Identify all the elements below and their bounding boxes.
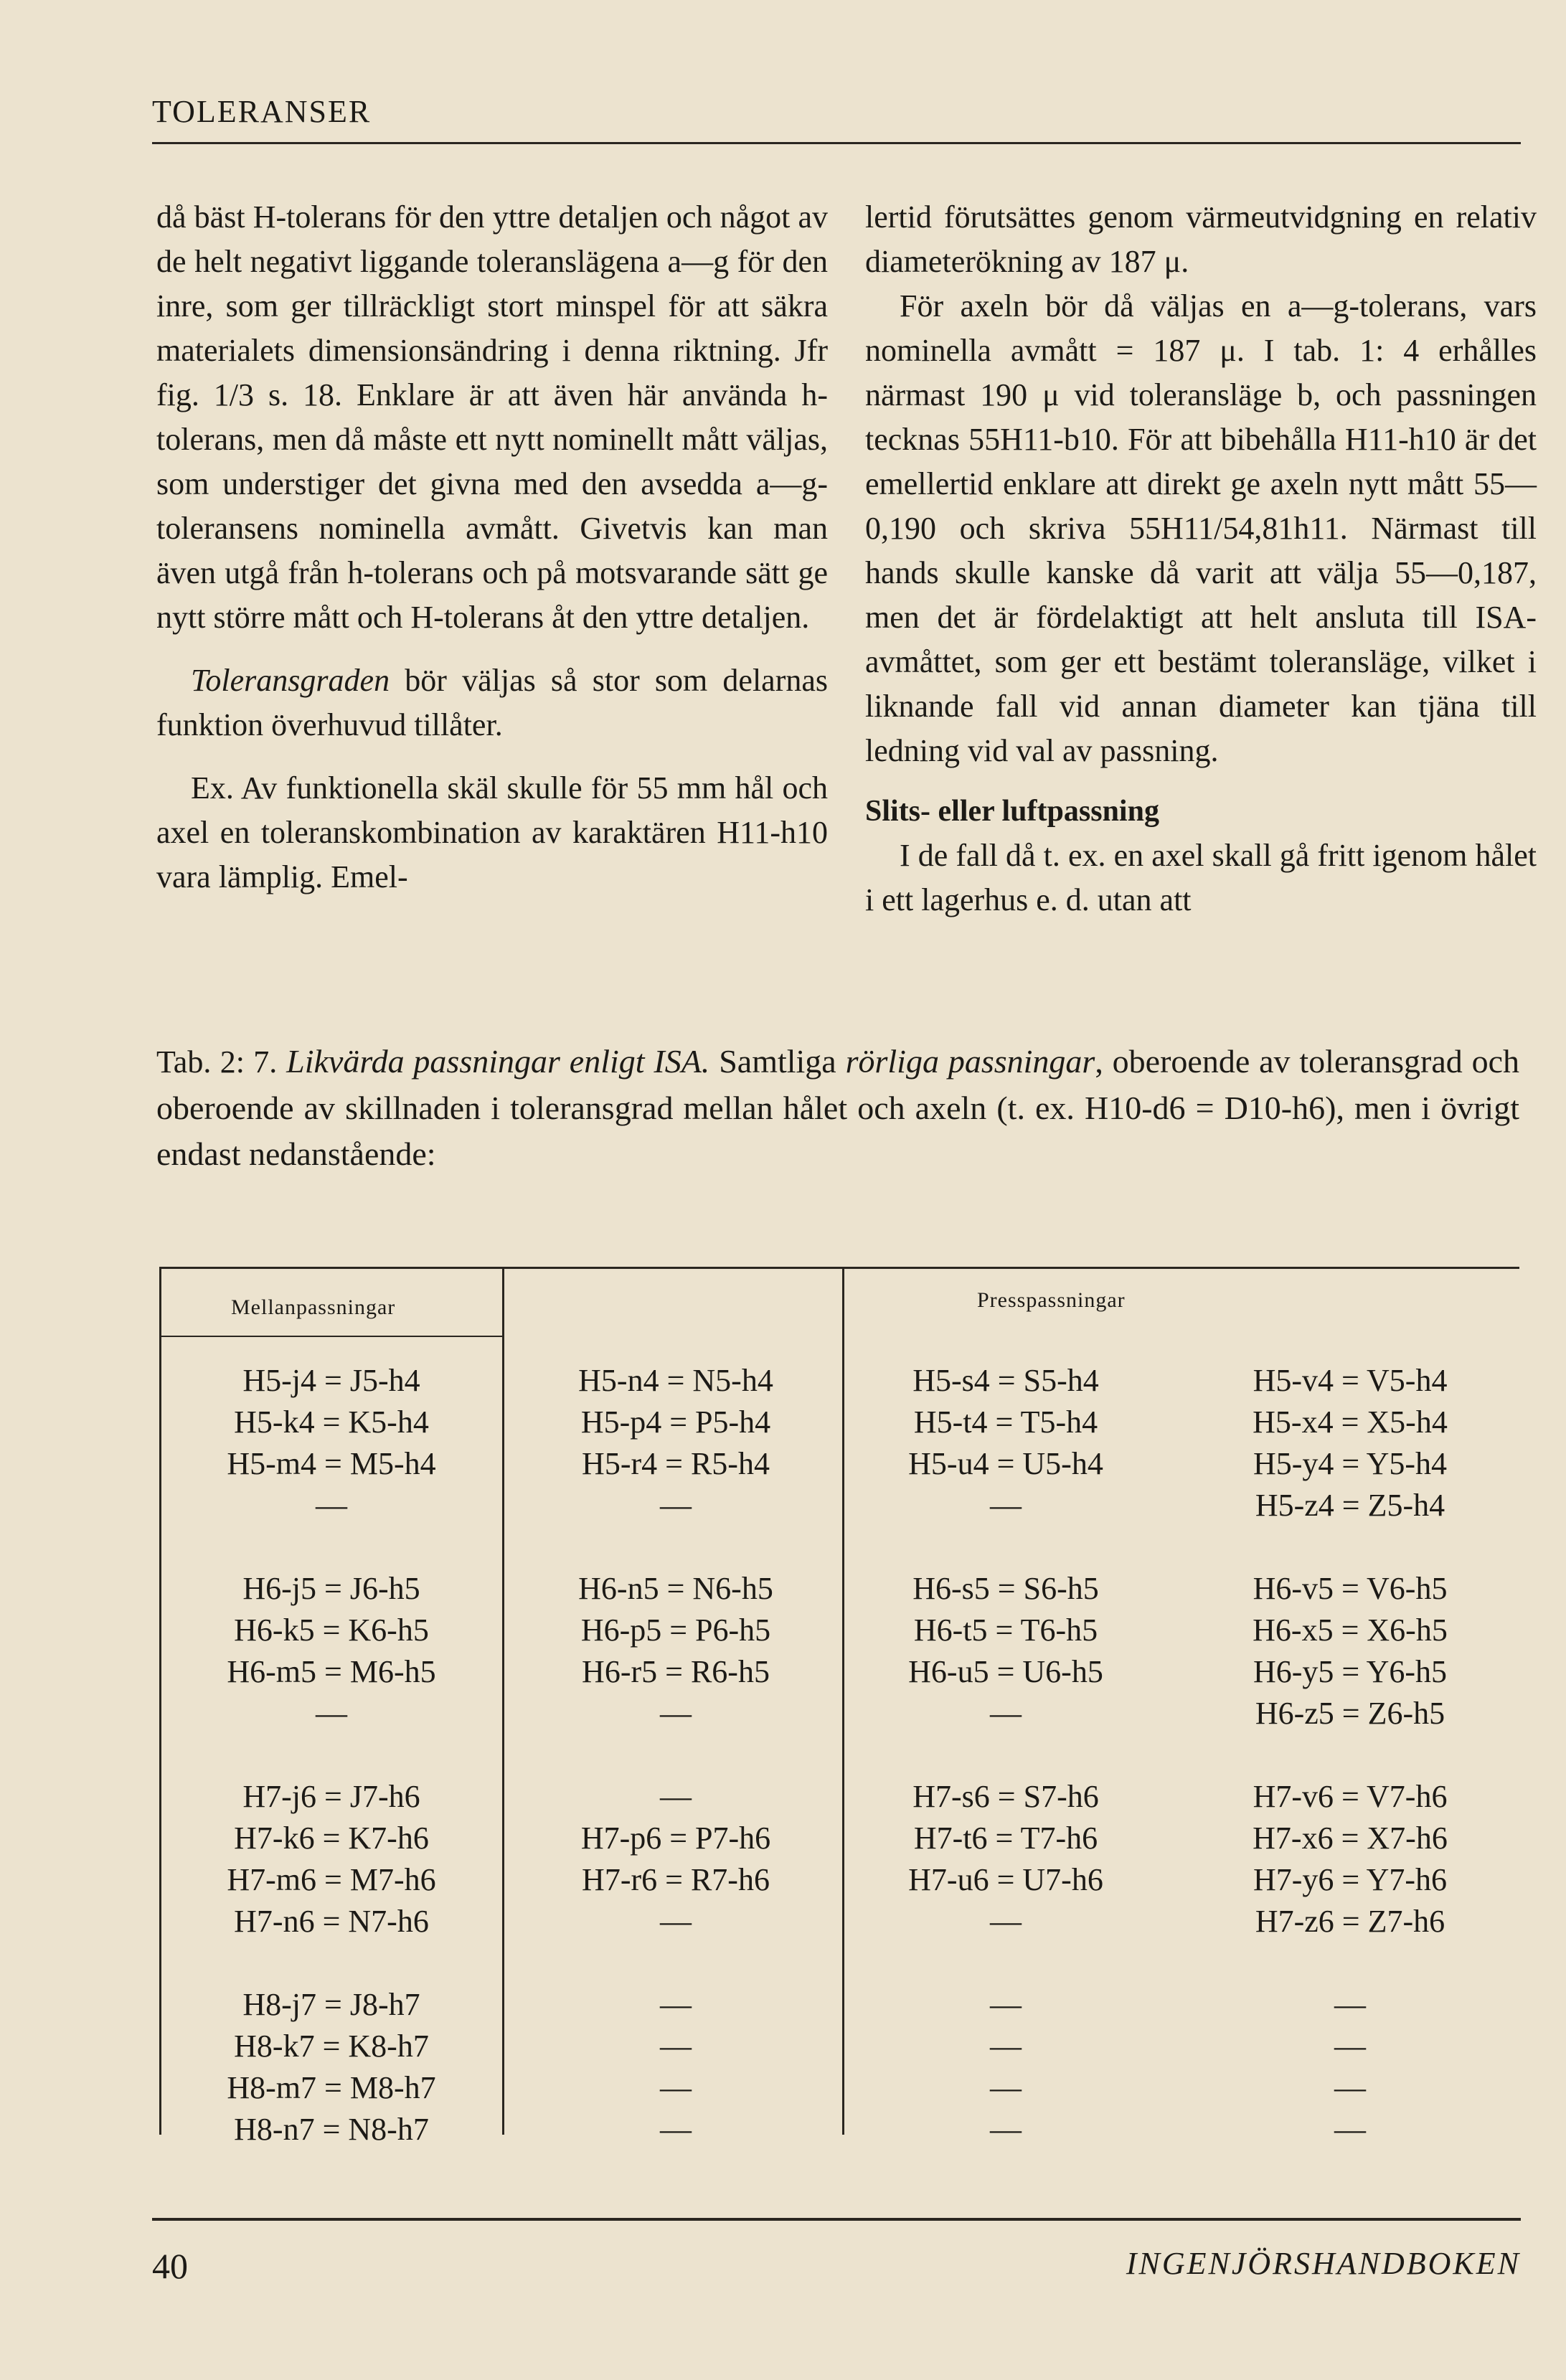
fit-entry: —	[660, 1779, 692, 1814]
right-column	[865, 195, 1537, 922]
table-head-rule	[159, 1336, 502, 1337]
table-left-rule	[159, 1267, 161, 2135]
fit-entry: H6-j5 = J6-h5	[242, 1571, 420, 1606]
fit-entry: —	[1334, 1987, 1366, 2022]
fit-entry: H5-z4 = Z5-h4	[1255, 1488, 1445, 1523]
table-cell	[174, 1568, 489, 1734]
column-head-mellan: Mellanpassningar	[231, 1295, 396, 1319]
table-title: Likvärda passningar enligt ISA.	[286, 1043, 710, 1080]
fit-entry: H6-t5 = T6-h5	[913, 1612, 1098, 1648]
fit-entry: —	[660, 2029, 692, 2064]
table-cell	[518, 1360, 834, 1526]
fit-entry: —	[1334, 2112, 1366, 2147]
table-caption: Tab. 2: 7. Likvärda passningar enligt ISA. Samtliga rörliga passningar, oberoende av toleransgrad och oberoende av skillnaden i toleransgrad mellan hålet och axeln (t. ex. H10-d6 = D10-h6), men i övrigt endast nedanstående:	[156, 1043, 1520, 1172]
paragraph: Toleransgraden bör väljas så stor som delarnas funktion överhuvud tillåter.	[156, 663, 828, 742]
fit-entry: H8-m7 = M8-h7	[227, 2070, 436, 2105]
table-cell	[174, 1984, 489, 2150]
table-top-rule	[159, 1267, 1519, 1269]
table-cell	[518, 1984, 834, 2150]
fit-entry: H8-k7 = K8-h7	[234, 2029, 429, 2064]
fit-entry: H5-j4 = J5-h4	[242, 1363, 420, 1398]
fit-entry: —	[660, 1987, 692, 2022]
table-cell	[174, 1360, 489, 1526]
fit-entry: H7-t6 = T7-h6	[913, 1821, 1098, 1856]
page-number: 40	[152, 2246, 188, 2286]
fit-entry: H5-v4 = V5-h4	[1253, 1363, 1448, 1398]
paragraph: lertid förutsättes genom värmeutvidgning en relativ diameterökning av 187 μ.	[865, 199, 1537, 279]
table-cell	[848, 1568, 1164, 1734]
table-label: Tab. 2: 7.	[156, 1044, 278, 1080]
fit-entry: H5-p4 = P5-h4	[580, 1404, 771, 1440]
fit-entry: —	[990, 1696, 1022, 1731]
fit-entry: —	[316, 1696, 347, 1731]
fit-entry: H6-r5 = R6-h5	[582, 1654, 770, 1689]
fit-entry: H7-k6 = K7-h6	[234, 1821, 429, 1856]
fit-entry: —	[990, 1904, 1022, 1939]
fit-entry: H7-p6 = P7-h6	[580, 1821, 771, 1856]
fit-entry: H7-r6 = R7-h6	[582, 1862, 770, 1897]
fit-entry: —	[660, 2112, 692, 2147]
paragraph: I de fall då t. ex. en axel skall gå fritt igenom hålet i ett lagerhus e. d. utan att	[865, 838, 1537, 917]
fit-entry: H7-y6 = Y7-h6	[1253, 1862, 1448, 1897]
fit-entry: H7-s6 = S7-h6	[912, 1779, 1099, 1814]
fit-entry: H6-u5 = U6-h5	[908, 1654, 1103, 1689]
table-divider	[842, 1267, 844, 2135]
fit-entry: H6-k5 = K6-h5	[234, 1612, 429, 1648]
paragraph: Ex. Av funktionella skäl skulle för 55 mm hål och axel en toleranskombination av karaktären H11-h10 vara lämplig. Emel-	[156, 770, 828, 894]
fit-entry: —	[1334, 2029, 1366, 2064]
fit-entry: —	[660, 1696, 692, 1731]
fit-entry: —	[316, 1488, 347, 1523]
fit-entry: H6-m5 = M6-h5	[227, 1654, 436, 1689]
fit-entry: H6-y5 = Y6-h5	[1253, 1654, 1448, 1689]
left-column	[156, 195, 828, 899]
fit-entry: H7-z6 = Z7-h6	[1255, 1904, 1445, 1939]
fit-entry: H7-j6 = J7-h6	[242, 1779, 420, 1814]
fit-entry: H6-z5 = Z6-h5	[1255, 1696, 1445, 1731]
fit-entry: H5-n4 = N5-h4	[578, 1363, 773, 1398]
table-cell	[848, 1776, 1164, 1942]
fit-entry: H5-u4 = U5-h4	[908, 1446, 1103, 1481]
fit-entry: H6-p5 = P6-h5	[580, 1612, 771, 1648]
fit-entry: —	[660, 1904, 692, 1939]
fit-entry: H7-x6 = X7-h6	[1253, 1821, 1448, 1856]
fit-entry: H7-v6 = V7-h6	[1253, 1779, 1448, 1814]
fit-entry: H6-v5 = V6-h5	[1253, 1571, 1448, 1606]
fits-table	[159, 1267, 1519, 2147]
running-header: TOLERANSER	[152, 94, 372, 129]
table-cell	[1192, 1360, 1508, 1526]
fit-entry: H6-s5 = S6-h5	[912, 1571, 1099, 1606]
table-cell	[1192, 1568, 1508, 1734]
fit-entry: H5-k4 = K5-h4	[234, 1404, 429, 1440]
emphasis: Toleransgraden	[191, 663, 390, 698]
section-subhead: Slits- eller luftpassning	[865, 795, 1159, 828]
fit-entry: —	[990, 2112, 1022, 2147]
column-head-press: Presspassningar	[977, 1288, 1126, 1312]
table-cell	[518, 1568, 834, 1734]
book-title: INGENJÖRSHANDBOKEN	[1126, 2246, 1521, 2281]
fit-entry: H5-y4 = Y5-h4	[1253, 1446, 1448, 1481]
fit-entry: —	[990, 2070, 1022, 2105]
fit-entry: H5-r4 = R5-h4	[582, 1446, 770, 1481]
header-rule	[152, 142, 1521, 144]
table-cell	[848, 1360, 1164, 1526]
table-cell	[518, 1776, 834, 1942]
table-cell	[1192, 1776, 1508, 1942]
fit-entry: H7-n6 = N7-h6	[234, 1904, 429, 1939]
paragraph: då bäst H-tolerans för den yttre detaljen och något av de helt negativt liggande toleranslägena a—g för den inre, som ger tillräckligt stort minspel för att säkra materialets dimensionsändring i denna riktning. Jfr fig. 1/3 s. 18. Enklare är att även här använda h-tolerans, men då måste ett nytt nominellt mått väljas, som understiger det givna med den avsedda a—g-toleransens nominella avmått. Givetvis kan man även utgå från h-tolerans och på motsvarande sätt ge nytt större mått och H-tolerans åt den yttre detaljen.	[156, 199, 828, 635]
fit-entry: H7-u6 = U7-h6	[908, 1862, 1103, 1897]
footer-rule	[152, 2218, 1521, 2221]
fit-entry: —	[660, 2070, 692, 2105]
table-cell	[174, 1776, 489, 1942]
fit-entry: H7-m6 = M7-h6	[227, 1862, 436, 1897]
fit-entry: H5-m4 = M5-h4	[227, 1446, 436, 1481]
table-cell	[1192, 1984, 1508, 2150]
table-cell	[848, 1984, 1164, 2150]
fit-entry: H8-n7 = N8-h7	[234, 2112, 429, 2147]
fit-entry: H5-t4 = T5-h4	[913, 1404, 1098, 1440]
fit-entry: —	[990, 1987, 1022, 2022]
fit-entry: H6-n5 = N6-h5	[578, 1571, 773, 1606]
fit-entry: —	[990, 1488, 1022, 1523]
fit-entry: H5-x4 = X5-h4	[1253, 1404, 1448, 1440]
emphasis: rörliga passningar	[845, 1043, 1095, 1080]
fit-entry: H6-x5 = X6-h5	[1253, 1612, 1448, 1648]
paragraph: För axeln bör då väljas en a—g-tolerans, vars nominella avmått = 187 μ. I tab. 1: 4 erhålles närmast 190 μ vid toleransläge b, och passningen tecknas 55H11-b10. För att bibehålla H11-h10 är det emellertid enklare att direkt ge axeln nytt mått 55—0,190 och skriva 55H11/54,81h11. Närmast till hands skulle kanske då varit att välja 55—0,187, men det är fördelaktigt att helt ansluta till ISA-avmåttet, som ger ett bestämt toleransläge, vilket i liknande fall vid annan diameter kan tjäna till ledning vid val av passning.	[865, 288, 1537, 768]
fit-entry: H8-j7 = J8-h7	[242, 1987, 420, 2022]
fit-entry: —	[660, 1488, 692, 1523]
fit-entry: —	[1334, 2070, 1366, 2105]
fit-entry: —	[990, 2029, 1022, 2064]
table-divider	[502, 1267, 504, 2135]
fit-entry: H5-s4 = S5-h4	[912, 1363, 1099, 1398]
